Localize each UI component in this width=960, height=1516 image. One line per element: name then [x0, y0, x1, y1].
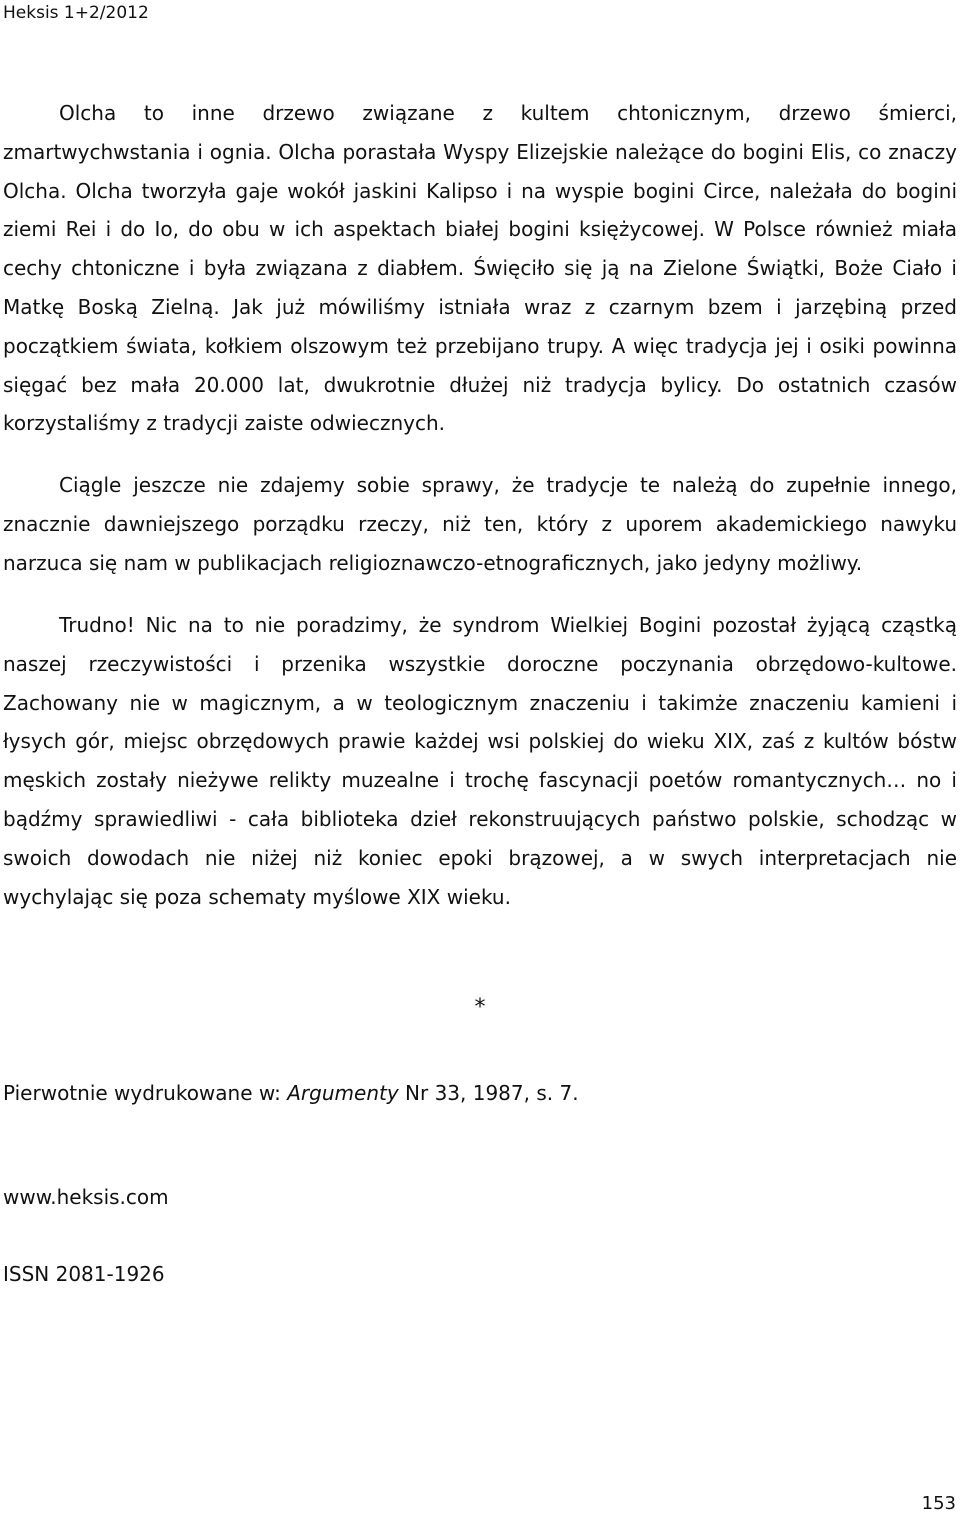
source-suffix: Nr 33, 1987, s. 7. — [398, 1081, 579, 1105]
article-paragraph-1 — [3, 94, 957, 443]
paragraph-text: Olcha to inne drzewo związane z kultem chtonicznym, drzewo śmierci, zmartwychwstania i ognia. Olcha porastała Wyspy Elizejskie należące do bogini Elis, co znaczy Olcha. Olcha tworzyła gaje wokół jaskini Kalipso i na wyspie bogini Circe, należała do bogini ziemi Rei i do Io, do obu w ich aspektach białej bogini księżycowej. W Polsce również miała cechy chtoniczne i była związana z diabłem. Święciło się ją na Zielone Świątki, Boże Ciało i Matkę Boską Zielną. Jak już mówiliśmy istniała wraz z czarnym bzem i jarzębiną przed początkiem świata, kołkiem olszowym też przebijano trupy. A więc tradycja jej i osiki powinna sięgać bez mała 20.000 lat, dwukrotnie dłużej niż tradycja bylicy. Do ostatnich czasów korzystaliśmy z tradycji zaiste odwiecznych. — [3, 101, 957, 436]
article-paragraph-2 — [3, 466, 957, 582]
journal-header: Heksis 1+2/2012 — [3, 3, 149, 23]
source-note — [3, 1080, 579, 1106]
source-title: Argumenty — [287, 1081, 399, 1105]
paragraph-text: Ciągle jeszcze nie zdajemy sobie sprawy, że tradycje te należą do zupełnie innego, znacznie dawniejszego porządku rzeczy, niż ten, który z uporem akademickiego nawyku narzuca się nam w publikacjach religioznawczo-etnograficznych, jako jedyny możliwy. — [3, 473, 957, 575]
paragraph-text: Trudno! Nic na to nie poradzimy, że syndrom Wielkiej Bogini pozostał żyjącą cząstką naszej rzeczywistości i przenika wszystkie doroczne poczynania obrzędowo-kultowe. Zachowany nie w magicznym, a w teologicznym znaczeniu i takimże znaczeniu kamieni i łysych gór, miejsc obrzędowych prawie każdej wsi polskiej do wieku XIX, zaś z kultów bóstw męskich zostały nieżywe relikty muzealne i trochę fascynacji poetów romantycznych… no i bądźmy sprawiedliwi - cała biblioteka dzieł rekonstruujących państwo polskie, schodząc w swoich dowodach nie niżej niż koniec epoki brązowej, a w swych interpretacjach nie wychylając się poza schematy myślowe XIX wieku. — [3, 613, 957, 909]
article-paragraph-3 — [3, 606, 957, 916]
issn-number: ISSN 2081-1926 — [3, 1262, 165, 1286]
section-separator: * — [474, 995, 486, 1020]
page-number: 153 — [921, 1493, 956, 1514]
website-link: www.heksis.com — [3, 1185, 169, 1209]
source-prefix: Pierwotnie wydrukowane w: — [3, 1081, 288, 1105]
